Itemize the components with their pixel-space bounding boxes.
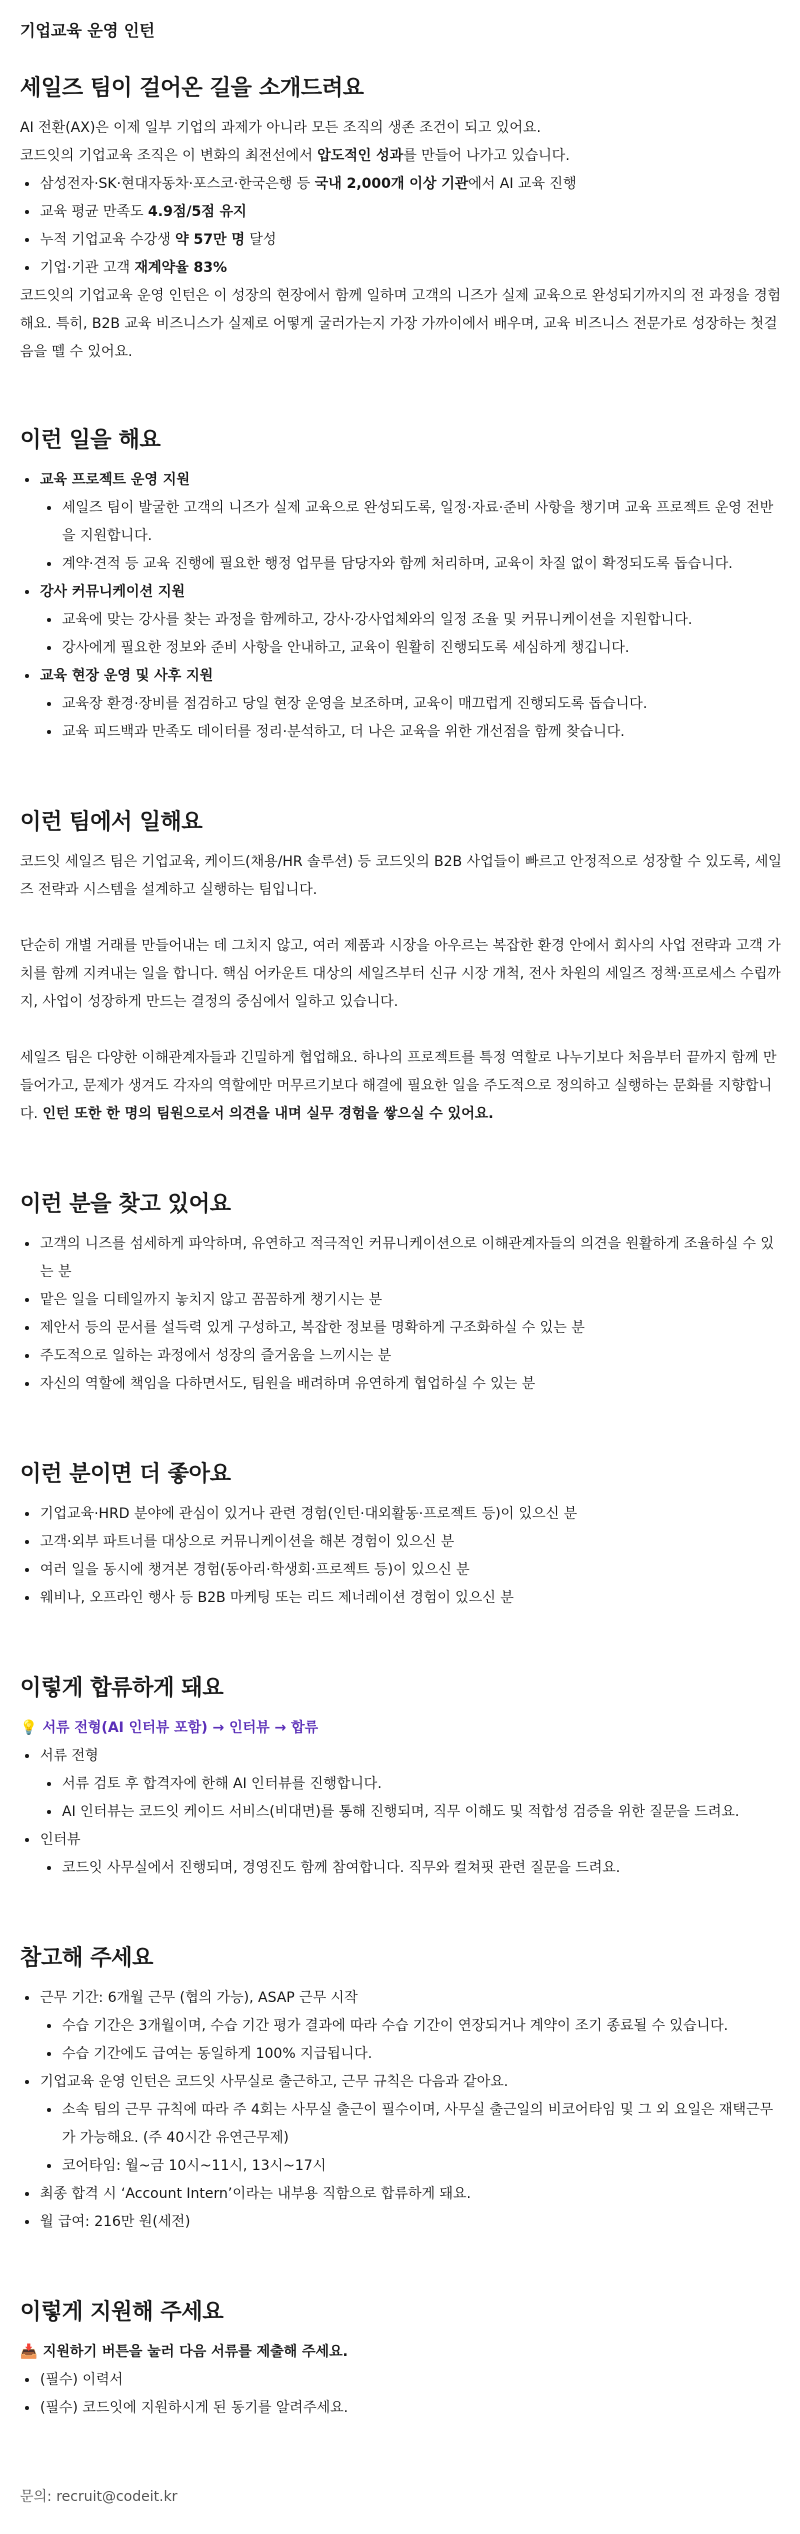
section-heading: 이런 일을 해요 <box>20 428 161 453</box>
list-item <box>40 254 782 282</box>
bold-text: 재계약율 83% <box>134 260 227 276</box>
list-item: • 수습 기간에도 급여는 동일하게 100% 지급됩니다. <box>62 2040 782 2068</box>
contact-email: 문의: recruit@codeit.kr <box>20 2489 178 2505</box>
bold-text: 압도적인 성과 <box>317 148 404 164</box>
list-item: • 고객·외부 파트너를 대상으로 커뮤니케이션을 해본 경험이 있으신 분 <box>40 1528 782 1556</box>
section-heading: 이런 분을 찾고 있어요 <box>20 1192 231 1217</box>
section-heading: 이렇게 지원해 주세요 <box>20 2300 224 2325</box>
text: 에서 AI 교육 진행 <box>468 176 577 192</box>
list-item: • 맡은 일을 디테일까지 놓치지 않고 꼼꼼하게 챙기시는 분 <box>40 1286 782 1314</box>
lightbulb-icon: 💡 <box>20 1720 38 1736</box>
preferred-list <box>20 1500 782 1612</box>
section-looking-for <box>20 1190 782 1398</box>
list-item: • 최종 합격 시 ‘Account Intern’이라는 내부용 직함으로 합류하게 돼요. <box>40 2180 782 2208</box>
team-paragraph-2: 단순히 개별 거래를 만들어내는 데 그치지 않고, 여러 제품과 시장을 아우르는 복잡한 환경 안에서 회사의 사업 전략과 고객 가치를 함께 지켜내는 일을 합니다. 핵심 어카운트 대상의 세일즈부터 신규 시장 개척, 전사 차원의 세일즈 정책·프로세스 수립까지, 사업이 성장하게 만드는 결정의 중심에서 일하고 있습니다. <box>20 938 781 1010</box>
list-item <box>40 1742 782 1826</box>
list-item: • 월 급여: 216만 원(세전) <box>40 2208 782 2236</box>
list-item: • 제안서 등의 문서를 설득력 있게 구성하고, 복잡한 정보를 명확하게 구조화하실 수 있는 분 <box>40 1314 782 1342</box>
list-item <box>40 170 782 198</box>
sub-list <box>40 1770 782 1826</box>
section-notes <box>20 1944 782 2236</box>
list-item: • 교육 피드백과 만족도 데이터를 정리·분석하고, 더 나은 교육을 위한 개선점을 함께 찾습니다. <box>62 718 782 746</box>
list-item: • 소속 팀의 근무 규칙에 따라 주 4회는 사무실 출근이 필수이며, 사무실 출근일의 비코어타임 및 그 외 요일은 재택근무가 가능해요. (주 40시간 유연근무제) <box>62 2096 782 2152</box>
text: 를 만들어 나가고 있습니다. <box>403 148 570 164</box>
sub-list <box>40 606 782 662</box>
requirements-list <box>20 1230 782 1398</box>
list-item <box>40 2068 782 2180</box>
list-item: • 고객의 니즈를 섬세하게 파악하며, 유연하고 적극적인 커뮤니케이션으로 이해관계자들의 의견을 원활하게 조율하실 수 있는 분 <box>40 1230 782 1286</box>
section-preferred <box>20 1460 782 1612</box>
documents-list <box>20 2366 782 2422</box>
section-work <box>20 426 782 746</box>
section-heading: 세일즈 팀이 걸어온 길을 소개드려요 <box>20 76 364 101</box>
text: 삼성전자·SK·현대자동차·포스코·한국은행 등 <box>40 176 315 192</box>
section-intro <box>20 74 782 366</box>
list-item: • 기업교육·HRD 분야에 관심이 있거나 관련 경험(인턴·대외활동·프로젝트 등)이 있으신 분 <box>40 1500 782 1528</box>
list-item <box>40 466 782 578</box>
process-flow <box>20 1714 782 1742</box>
intro-paragraph-3: 코드잇의 기업교육 운영 인턴은 이 성장의 현장에서 함께 일하며 고객의 니즈가 실제 교육으로 완성되기까지의 전 과정을 경험해요. 특히, B2B 교육 비즈니스가 실제로 어떻게 굴러가는지 가장 가까이에서 배우며, 교육 비즈니스 전문가로 성장하는 첫걸음을 뗄 수 있어요. <box>20 288 781 360</box>
job-title: 기업교육 운영 인턴 <box>20 21 155 40</box>
team-paragraph-1: 코드잇 세일즈 팀은 기업교육, 케이드(채용/HR 솔루션) 등 코드잇의 B2B 사업들이 빠르고 안정적으로 성장할 수 있도록, 세일즈 전략과 시스템을 설계하고 실행하는 팀입니다. <box>20 854 782 898</box>
group-title: 교육 현장 운영 및 사후 지원 <box>40 668 214 684</box>
list-item: • 서류 검토 후 합격자에 한해 AI 인터뷰를 진행합니다. <box>62 1770 782 1798</box>
group-title: 강사 커뮤니케이션 지원 <box>40 584 185 600</box>
section-heading: 참고해 주세요 <box>20 1946 154 1971</box>
list-item <box>40 226 782 254</box>
section-heading: 이렇게 합류하게 돼요 <box>20 1676 224 1701</box>
list-item <box>40 198 782 226</box>
achievement-list <box>20 170 782 282</box>
list-item: • AI 인터뷰는 코드잇 케이드 서비스(비대면)를 통해 진행되며, 직무 이해도 및 적합성 검증을 위한 질문을 드려요. <box>62 1798 782 1826</box>
list-item: • 강사에게 필요한 정보와 준비 사항을 안내하고, 교육이 원활히 진행되도록 세심하게 챙깁니다. <box>62 634 782 662</box>
section-heading: 이런 분이면 더 좋아요 <box>20 1462 231 1487</box>
group-title: 교육 프로젝트 운영 지원 <box>40 472 190 488</box>
list-item <box>40 1826 782 1882</box>
list-item: • 교육장 환경·장비를 점검하고 당일 현장 운영을 보조하며, 교육이 매끄럽게 진행되도록 돕습니다. <box>62 690 782 718</box>
list-item: • 여러 일을 동시에 챙겨본 경험(동아리·학생회·프로젝트 등)이 있으신 분 <box>40 1556 782 1584</box>
spacer <box>20 904 782 932</box>
list-item: • 코드잇 사무실에서 진행되며, 경영진도 함께 참여합니다. 직무와 컬쳐핏 관련 질문을 드려요. <box>62 1854 782 1882</box>
section-process <box>20 1674 782 1882</box>
work-list <box>20 466 782 746</box>
group-title: 인터뷰 <box>40 1832 81 1848</box>
group-title: 기업교육 운영 인턴은 코드잇 사무실로 출근하고, 근무 규칙은 다음과 같아요. <box>40 2074 509 2090</box>
list-item: • 주도적으로 일하는 과정에서 성장의 즐거움을 느끼시는 분 <box>40 1342 782 1370</box>
text: 달성 <box>244 232 277 248</box>
notes-list <box>20 1984 782 2236</box>
bold-text: 국내 2,000개 이상 기관 <box>314 176 469 192</box>
list-item: • 자신의 역할에 책임을 다하면서도, 팀원을 배려하며 유연하게 협업하실 수 있는 분 <box>40 1370 782 1398</box>
process-list <box>20 1742 782 1882</box>
intro-paragraph-2 <box>20 142 782 170</box>
section-heading: 이런 팀에서 일해요 <box>20 810 203 835</box>
text: 누적 기업교육 수강생 <box>40 232 176 248</box>
bold-text: 약 57만 명 <box>175 232 245 248</box>
section-team <box>20 808 782 1128</box>
list-item <box>40 662 782 746</box>
text: 교육 평균 만족도 <box>40 204 149 220</box>
sub-list <box>40 2096 782 2180</box>
bold-text: 4.9점/5점 유지 <box>148 204 247 220</box>
spacer <box>20 1016 782 1044</box>
sub-list <box>40 2012 782 2068</box>
text: 세일즈 팀은 다양한 이해관계자들과 긴밀하게 협업해요. 하나의 프로젝트를 특정 역할로 나누기보다 처음부터 끝까지 함께 만들어가고, 문제가 생겨도 각자의 역할에만 머무르기보다 해결에 필요한 일을 주도적으로 정의하고 실행하는 문화를 지향합니다. <box>20 1050 777 1122</box>
list-item: • (필수) 코드잇에 지원하시게 된 동기를 알려주세요. <box>40 2394 782 2422</box>
group-title: 근무 기간: 6개월 근무 (협의 가능), ASAP 근무 시작 <box>40 1990 358 2006</box>
list-item: • 교육에 맞는 강사를 찾는 과정을 함께하고, 강사·강사업체와의 일정 조율 및 커뮤니케이션을 지원합니다. <box>62 606 782 634</box>
inbox-tray-icon: 📥 <box>20 2344 38 2360</box>
team-paragraph-3 <box>20 1044 782 1128</box>
sub-list <box>40 1854 782 1882</box>
text: 기업·기관 고객 <box>40 260 135 276</box>
list-item <box>40 578 782 662</box>
lead-text: 지원하기 버튼을 눌러 다음 서류를 제출해 주세요. <box>42 2344 348 2360</box>
text: 코드잇의 기업교육 조직은 이 변화의 최전선에서 <box>20 148 318 164</box>
group-title: 서류 전형 <box>40 1748 99 1764</box>
list-item: • 세일즈 팀이 발굴한 고객의 니즈가 실제 교육으로 완성되도록, 일정·자료·준비 사항을 챙기며 교육 프로젝트 운영 전반을 지원합니다. <box>62 494 782 550</box>
apply-lead <box>20 2338 782 2366</box>
list-item: • 수습 기간은 3개월이며, 수습 기간 평가 결과에 따라 수습 기간이 연장되거나 계약이 조기 종료될 수 있습니다. <box>62 2012 782 2040</box>
sub-list <box>40 690 782 746</box>
list-item <box>40 1984 782 2068</box>
sub-list <box>40 494 782 578</box>
list-item: • 웨비나, 오프라인 행사 등 B2B 마케팅 또는 리드 제너레이션 경험이 있으신 분 <box>40 1584 782 1612</box>
bold-text: 인턴 또한 한 명의 팀원으로서 의견을 내며 실무 경험을 쌓으실 수 있어요. <box>42 1106 494 1122</box>
list-item: • (필수) 이력서 <box>40 2366 782 2394</box>
flow-text: 서류 전형(AI 인터뷰 포함) → 인터뷰 → 합류 <box>42 1720 319 1736</box>
list-item: • 코어타임: 월~금 10시~11시, 13시~17시 <box>62 2152 782 2180</box>
intro-paragraph-1: AI 전환(AX)은 이제 일부 기업의 과제가 아니라 모든 조직의 생존 조건이 되고 있어요. <box>20 120 541 136</box>
section-apply <box>20 2298 782 2422</box>
list-item: • 계약·견적 등 교육 진행에 필요한 행정 업무를 담당자와 함께 처리하며, 교육이 차질 없이 확정되도록 돕습니다. <box>62 550 782 578</box>
